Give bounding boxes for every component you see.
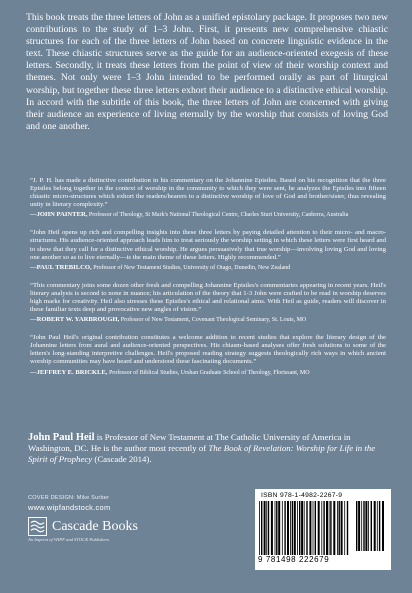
barcode-bar xyxy=(374,501,376,551)
reviewer-name: —JOHN PAINTER, xyxy=(30,211,88,219)
barcode-bar xyxy=(365,501,367,551)
barcode-bar xyxy=(292,501,293,555)
cover-design-credit: COVER DESIGN: Mike Surber xyxy=(28,495,110,501)
barcode-bar xyxy=(339,501,340,555)
barcode-bar xyxy=(347,501,348,555)
price-addon-bars xyxy=(356,501,386,551)
endorsement-attribution xyxy=(30,264,386,272)
barcode-bar xyxy=(278,501,280,555)
barcode-bar xyxy=(341,501,343,555)
author-bio-text: is Professor of New Testament at The Catholic University of America in Washington, DC. He is the author most recently of xyxy=(28,432,351,454)
barcode-bar xyxy=(299,501,300,555)
isbn-label: ISBN 978-1-4982-2267-9 xyxy=(261,492,343,499)
endorsement-quote: “J. P. H. has made a distinctive contribution in his commentary on the Johannine Epistles. Based on his recognition that the three Epistles belong together in the context of worship in the community to which they were sent, he analyzes the Epistles into fifteen chiastic micro-structures which exhort the readers/hearers to a distinctive worship of love of God and brother/sister, thus revealing unity in literary complexity.” xyxy=(30,177,386,209)
endorsement-quote: “John Paul Heil's original contribution constitutes a welcome addition to recent studies that explore the literary design of the Johannine letters from aural and audience-oriented perspectives. His chiasm-based analyses offer fresh solutions to some of the letters's long-standing interpretive challenges. Heil's proposed reading strategy suggests theologically rich ways in which ancient worship communities may have heard and understood these fascinating documents.” xyxy=(30,334,386,366)
barcode-bar xyxy=(287,501,289,555)
barcode-bar xyxy=(337,501,338,555)
endorsement-attribution xyxy=(30,369,386,377)
endorsement xyxy=(30,334,386,376)
barcode-bar xyxy=(344,501,345,555)
reviewer-name: —ROBERT W. YARBROUGH, xyxy=(30,316,120,324)
reviewer-name: —JEFFREY E. BRICKLE, xyxy=(30,368,108,376)
author-name: John Paul Heil xyxy=(28,432,95,443)
publisher-logo xyxy=(28,517,198,536)
endorsement-quote: “This commentary joins some dozen other fresh and compelling Johannine Epistles's commentaries appearing in recent years. Heil's literary analysis is second to none in nuance; his articulation of the theory that 1-3 John were crafted to be read in worship deserves high marks for creativity. Heil also stresses these Epistles's ethical and relational aims. With Heil as guide, readers will discover in these familiar texts deep and provocative new angles of vision.” xyxy=(30,281,386,314)
barcode-bar xyxy=(282,501,283,555)
barcode-bar xyxy=(321,501,322,555)
barcode-bar xyxy=(297,501,298,555)
barcode-bar xyxy=(323,501,324,555)
barcode-bar xyxy=(356,501,357,551)
barcode-bar xyxy=(368,501,369,551)
barcode-digits: 9 781498 222679 xyxy=(258,555,330,564)
cascade-logo-icon xyxy=(28,517,47,536)
barcode-bar xyxy=(361,501,362,551)
recent-book-title: The Book of Revelation: Worship for Life in the Spirit of Prophecy xyxy=(28,443,376,465)
author-bio-end: (Cascade 2014). xyxy=(92,454,152,465)
barcode-bar xyxy=(318,501,320,555)
barcode-bar xyxy=(363,501,364,551)
barcode-bar xyxy=(329,501,330,555)
endorsement xyxy=(30,177,386,219)
publisher-name: Cascade Books xyxy=(52,519,138,534)
author-bio xyxy=(28,432,388,466)
endorsement xyxy=(30,282,386,324)
endorsements xyxy=(30,177,386,387)
barcode-bar xyxy=(313,501,314,555)
barcode-bar xyxy=(259,501,260,555)
barcode-bar xyxy=(315,501,316,555)
barcode-bar xyxy=(266,501,267,555)
reviewer-name: —PAUL TREBILCO, xyxy=(30,263,92,271)
barcode-bar xyxy=(330,501,331,555)
endorsement-attribution xyxy=(30,316,386,324)
barcode-bar xyxy=(276,501,277,555)
publisher-credits xyxy=(28,495,198,542)
barcode-bar xyxy=(264,501,266,555)
barcode-bar xyxy=(326,501,328,555)
endorsement-attribution xyxy=(30,211,386,219)
barcode-bar xyxy=(261,501,262,555)
endorsement-quote: “John Heil opens up rich and compelling insights into these three letters by paying detailed attention to their micro- and macro-structures. His audience-oriented approach leads him to treat seriously the worship setting in which these letters were first heard and to show that they call for a distinctive ethical worship. He argues persuasively that true worship—involving loving God and loving one another so as to live eternally—is the main theme of these letters. Highly recommended.” xyxy=(30,229,386,261)
barcode-bar xyxy=(382,501,384,551)
barcode-bar xyxy=(333,501,335,555)
barcode-bar xyxy=(371,501,372,551)
publisher-website: www.wipfandstock.com xyxy=(28,503,111,512)
barcode-bar xyxy=(358,501,360,551)
barcode-bar xyxy=(377,501,378,551)
isbn-barcode xyxy=(255,489,391,570)
barcode-bar xyxy=(271,501,273,555)
back-cover-blurb: This book treats the three letters of John as a unified epistolary package. It proposes two new contributions to the study of 1–3 John. First, it presents new comprehensive chiastic structures for each of the three letters of John based on concrete linguistic evidence in the text. These chiastic structures serve as the guide for an audience-oriented exegesis of these letters. Secondly, it treats these letters from the point of view of their worship context and themes. Not only were 1–3 John intended to be performed orally as part of liturgical worship, but together these three letters exhort their audience to a distinctive ethical worship. In accord with the subtitle of this book, the three letters of John are concerned with giving their audience an experience of living eternally by the worship that consists of loving God and one another. xyxy=(26,12,388,132)
barcode-bar xyxy=(275,501,276,555)
barcode-bar xyxy=(379,501,380,551)
reviewer-role: Professor of Theology, St Mark's National Theological Centre, Charles Sturt University, Canberra, Australia xyxy=(88,212,349,219)
barcode-bar xyxy=(294,501,296,555)
publisher-imprint: An Imprint of WIPF and STOCK Publishers xyxy=(28,537,110,542)
barcode-bar xyxy=(304,501,305,555)
barcode-bar xyxy=(290,501,291,555)
reviewer-role: Professor of New Testament Studies, University of Otago, Dunedin, New Zealand xyxy=(93,264,291,271)
barcode-bar xyxy=(301,501,303,555)
ean-barcode-bars xyxy=(259,501,351,555)
barcode-bar xyxy=(268,501,269,555)
barcode-bar xyxy=(284,501,285,555)
endorsement xyxy=(30,229,386,271)
reviewer-role: Professor of Biblical Studies, Urshan Graduate School of Theology, Florissant, MO xyxy=(108,369,310,376)
barcode-bar xyxy=(309,501,311,555)
reviewer-role: Professor of New Testament, Covenant Theological Seminary, St. Louis, MO xyxy=(120,317,307,324)
barcode-bar xyxy=(306,501,307,555)
